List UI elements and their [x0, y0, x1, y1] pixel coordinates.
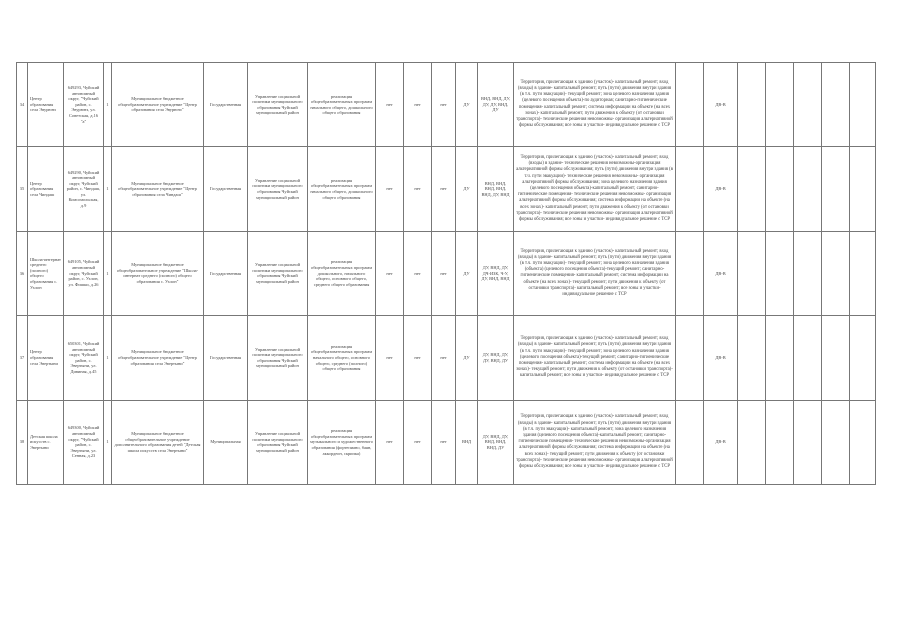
- object-address: 649290, Чуйский автономный округ, Чуйский район, с. Чиндаш, ул. Комсомольская, д.9: [64, 147, 104, 231]
- empty-cell: [822, 400, 850, 484]
- field-3: нет: [432, 63, 456, 147]
- adaptation-requirements: Территория, прилегающая к зданию (участок)- капитальный ремонт; вход (входы) в здание- капитальный ремонт; путь (пути) движения внутри здания (в т.ч. пути эвакуации)- текущий ремонт; зона целевого назначения здания (объекта) (целевого посещения объекта)-текущий ремонт; санитарно-гигиенические помещения- капитальный ремонт; система информации на объекте (на всех зонах)- текущий ремонт; пути движения к объекту (от остановки транспорта)- капитальный ремонт; все зоны и участки- индивидуальное решение с ТСР: [514, 231, 676, 315]
- empty-cell: [766, 400, 794, 484]
- ownership-form: Государственная: [204, 147, 248, 231]
- accessibility-categories: ВНД, ВНД, ВНД, ВНД, ВНД, ДУ, ВНД: [478, 147, 514, 231]
- field-2: нет: [404, 316, 432, 400]
- adaptation-requirements: Территория, прилегающая к зданию (участок)- капитальный ремонт; вход (входы) в здание- капитальный ремонт; путь (пути) движения внутри здания (в т.ч. пути эвакуации)- текущий ремонт; зона целевого назначения здания (целевого посещения объекта)-по аудиторная; санитарно-гигиенические помещения- капитальный ремонт; система информации на объекте (на всех зонах)- капитальный ремонт; пути движения к объекту (от остановки транспорта)- технические решения невозможны- организация альтернативной формы обслуживания; все зоны и участки- индивидуальное решение с ТСР: [514, 63, 676, 147]
- object-count: 1: [104, 147, 112, 231]
- higher-authority: Управление социальной политики муниципального образования Чуйский муниципальный район: [248, 231, 308, 315]
- organization-name: Муниципальное бюджетное общеобразовательное учреждение "Центр образования села Эвурюнэ": [112, 63, 204, 147]
- status-code: ДВ-В: [704, 231, 738, 315]
- services-description: реализация общеобразовательных программ музыкального и художественного образования (фортепиано, баян, аккордеон, скрипка): [308, 400, 376, 484]
- empty-cell: [794, 400, 822, 484]
- status-code: ДВ-В: [704, 147, 738, 231]
- field-1: нет: [376, 400, 404, 484]
- empty-cell: [738, 316, 766, 400]
- object-name: Центр образования села Чиндаш: [28, 147, 64, 231]
- field-2: нет: [404, 147, 432, 231]
- field-4: ДУ: [456, 147, 478, 231]
- ownership-form: Муниципальная: [204, 400, 248, 484]
- empty-cell: [676, 147, 704, 231]
- status-code: ДВ-В: [704, 316, 738, 400]
- organization-name: Муниципальное бюджетное общеобразовательное учреждение дополнительного образования детей "Детская школа искусств села Эвертыни": [112, 400, 204, 484]
- object-name: Детская школа искусств с. Эвертыни: [28, 400, 64, 484]
- table-row: [17, 316, 876, 400]
- empty-cell: [822, 63, 850, 147]
- field-4: ДУ: [456, 231, 478, 315]
- field-1: нет: [376, 316, 404, 400]
- ownership-form: Государственная: [204, 63, 248, 147]
- object-count: 1: [104, 316, 112, 400]
- empty-cell: [738, 147, 766, 231]
- field-4: ДУ: [456, 316, 478, 400]
- row-number: 38: [17, 400, 28, 484]
- empty-cell: [822, 231, 850, 315]
- services-description: реализация общеобразовательных программ начального общего, основного общего, среднего (полного) общего образования: [308, 316, 376, 400]
- field-2: нет: [404, 400, 432, 484]
- field-3: нет: [432, 400, 456, 484]
- accessibility-categories: ДУ, ВНД, ДУ, ДУ, ВНД, ДУ: [478, 316, 514, 400]
- higher-authority: Управление социальной политики муниципального образования Чуйский муниципальный район: [248, 400, 308, 484]
- empty-cell: [738, 63, 766, 147]
- empty-cell: [766, 147, 794, 231]
- empty-cell: [766, 63, 794, 147]
- field-1: нет: [376, 63, 404, 147]
- empty-cell: [676, 316, 704, 400]
- empty-cell: [738, 400, 766, 484]
- organization-name: Муниципальное бюджетное общеобразовательное учреждение "Школа-интернат среднего (полного) общего образования с. Ухлон": [112, 231, 204, 315]
- field-1: нет: [376, 147, 404, 231]
- row-number: 37: [17, 316, 28, 400]
- adaptation-requirements: Территория, прилегающая к зданию (участок)- капитальный ремонт; вход (входы) в здание- технические решения невозможны-организация альтернативной формы обслуживания; путь (пути) движения внутри здания (в т.ч. пути эвакуации)- технические решения невозможны- организация альтернативной формы обслуживания; зона целевого назначения здания (целевого посещения объекта)-капитальный ремонт; санитарно-гигиенические помещения- технические решения невозможны- организация альтернативной формы обслуживания; система информации на объекте (на всех зонах)- капитальный ремонт; пути движения к объекту (от остановки транспорта)- технические решения невозможны- организация альтернативной формы обслуживания; все зоны и участки- индивидуальное решение с ТСР: [514, 147, 676, 231]
- object-address: 649105, Чуйский автономный округ, Чуйский район, с. Ухлон, ул. Фишки, д.26: [64, 231, 104, 315]
- empty-cell: [850, 147, 876, 231]
- object-address: 650301, Чуйский автономный округ, Чуйский район, с. Эвертыни, ул. Дивиная, д.45: [64, 316, 104, 400]
- object-address: 649300, Чуйский автономный округ, "Чуйский район, с. Эвертыни, ул. Сенная, д.23: [64, 400, 104, 484]
- field-1: нет: [376, 231, 404, 315]
- field-3: нет: [432, 316, 456, 400]
- adaptation-requirements: Территория, прилегающая к зданию (участок)- капитальный ремонт; вход (входы) в здание- капитальный ремонт; путь (пути) движения внутри здания (в т.ч. пути эвакуации)- текущий ремонт; зона целевого назначения здания (целевого посещения объекта)-текущий ремонт; санитарно-гигиенические помещения- капитальный ремонт; система информации на объекте (на всех зонах)- текущий ремонт; пути движения к объекту (от остановки транспорта)- капитальный ремонт; все зоны и участки- индивидуальное решение с ТСР: [514, 316, 676, 400]
- field-3: нет: [432, 231, 456, 315]
- object-name: Центр образования села Эвертыни: [28, 316, 64, 400]
- field-3: нет: [432, 147, 456, 231]
- organization-name: Муниципальное бюджетное общеобразовательное учреждение "Центр образования села Эвертыни": [112, 316, 204, 400]
- empty-cell: [794, 63, 822, 147]
- empty-cell: [794, 231, 822, 315]
- services-description: реализация общеобразовательных программ начального общего, дошкольного общего образования: [308, 147, 376, 231]
- object-count: 1: [104, 231, 112, 315]
- empty-cell: [822, 316, 850, 400]
- table-row: [17, 63, 876, 147]
- ownership-form: Государственная: [204, 231, 248, 315]
- accessibility-categories: ДУ, ВНД, ДУ, ВНД, ВНД, ВНД, ДУ: [478, 400, 514, 484]
- row-number: 35: [17, 147, 28, 231]
- field-2: нет: [404, 63, 432, 147]
- registry-table: [16, 62, 876, 485]
- higher-authority: Управление социальной политики муниципального образования Чуйский муниципальный район: [248, 63, 308, 147]
- empty-cell: [850, 63, 876, 147]
- higher-authority: Управление социальной политики муниципального образования Чуйский муниципальный район: [248, 316, 308, 400]
- organization-name: Муниципальное бюджетное общеобразовательное учреждение "Центр образования села Чиндаш": [112, 147, 204, 231]
- empty-cell: [766, 231, 794, 315]
- empty-cell: [794, 316, 822, 400]
- services-description: реализация общеобразовательных программ начального общего, дошкольного общего образования: [308, 63, 376, 147]
- field-4: ВНД: [456, 400, 478, 484]
- object-name: Школа-интернат среднего (полного) общего образования с. Ухлон: [28, 231, 64, 315]
- object-address: 649293, Чуйский автономный округ, "Чуйский район, с. Эвурюнэ, ул. Советская, д.16 "a": [64, 63, 104, 147]
- empty-cell: [794, 147, 822, 231]
- empty-cell: [766, 316, 794, 400]
- empty-cell: [676, 231, 704, 315]
- accessibility-categories: ДУ, ВНД, ДУ, ДЧ-ИЗК, Ч-У, ДУ, ВНД, ВНД: [478, 231, 514, 315]
- table-row: [17, 400, 876, 484]
- field-4: ДУ: [456, 63, 478, 147]
- table-row: [17, 147, 876, 231]
- row-number: 36: [17, 231, 28, 315]
- table-row: [17, 231, 876, 315]
- empty-cell: [676, 63, 704, 147]
- higher-authority: Управление социальной политики муниципального образования Чуйский муниципальный район: [248, 147, 308, 231]
- services-description: реализация общеобразовательных программ дошкольного, начального общего, основного общего, среднего общего образования: [308, 231, 376, 315]
- empty-cell: [738, 231, 766, 315]
- object-name: Центр образования села Эвурюнэ: [28, 63, 64, 147]
- table-body: [17, 63, 876, 485]
- empty-cell: [822, 147, 850, 231]
- empty-cell: [676, 400, 704, 484]
- status-code: ДВ-В: [704, 63, 738, 147]
- accessibility-categories: ВНД, ВНД, ДУ, ДУ, ДУ, ВНД, ДУ: [478, 63, 514, 147]
- object-count: 1: [104, 63, 112, 147]
- field-2: нет: [404, 231, 432, 315]
- empty-cell: [850, 400, 876, 484]
- status-code: ДВ-В: [704, 400, 738, 484]
- row-number: 34: [17, 63, 28, 147]
- empty-cell: [850, 231, 876, 315]
- object-count: 1: [104, 400, 112, 484]
- ownership-form: Государственная: [204, 316, 248, 400]
- adaptation-requirements: Территория, прилегающая к зданию (участок)- капитальный ремонт; вход (входы) в здание- капитальный ремонт; путь (пути) движения внутри здания (в т.ч. пути эвакуации)- капитальный ремонт; зона целевого назначения здания (целевого посещения объекта)-капитальный ремонт; санитарно-гигиенические помещения- технические решения невозможны-организация альтернативной формы обслуживания; система информации на объекте (на всех зонах)- текущий ремонт; пути движения к объекту (от остановки транспорта)- технические решения невозможны- организация альтернативной формы обслуживания; все зоны и участки- индивидуальное решение с ТСР: [514, 400, 676, 484]
- empty-cell: [850, 316, 876, 400]
